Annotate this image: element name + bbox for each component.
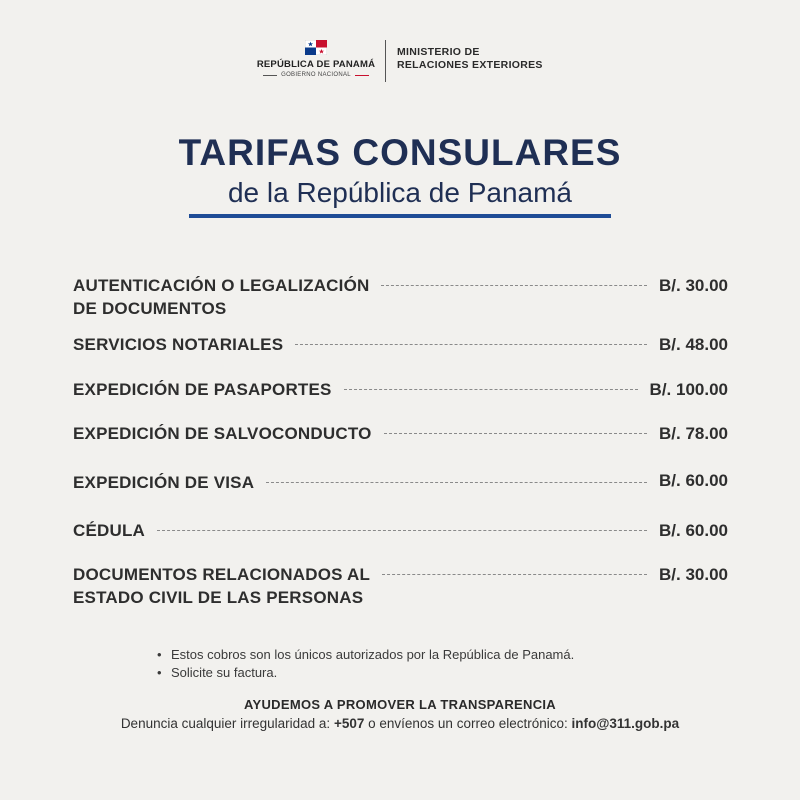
dotted-leader [384,433,647,434]
ministry-name [397,46,543,72]
dotted-leader [295,344,647,345]
fee-row-visa [73,469,728,494]
phone-number: +507 [333,716,365,731]
notes-list [157,646,574,682]
fee-row-id-card [73,519,728,542]
fee-price: B/. 30.00 [659,276,728,295]
callout-title: AYUDEMOS A PROMOVER LA TRANSPARENCIA [244,697,556,712]
government-subtitle-text: GOBIERNO NACIONAL [281,72,351,78]
dotted-leader [344,389,638,390]
panama-flag-icon [305,40,327,55]
transparency-callout [0,696,800,734]
fee-label: SERVICIOS NOTARIALES [73,335,284,354]
fee-row-notarial [73,333,728,356]
government-name: REPÚBLICA DE PANAMÁ [256,59,376,70]
fee-price: B/. 100.00 [649,380,728,399]
title-block [0,132,800,210]
header-divider [385,40,386,82]
contact-email: info@311.gob.pa [571,716,680,731]
fee-label: EXPEDICIÓN DE PASAPORTES [73,380,332,399]
fee-row-authentication [73,274,728,320]
fee-row-civil-status [73,563,728,609]
header [0,38,800,86]
government-subtitle [255,72,377,78]
fee-row-passports [73,378,728,401]
ministry-line-2: RELACIONES EXTERIORES [397,59,543,71]
page-subtitle: de la República de Panamá [227,177,572,208]
fee-row-safe-conduct [73,422,728,445]
fee-price: B/. 60.00 [659,521,728,540]
fee-label: EXPEDICIÓN DE VISA [73,473,255,492]
dotted-leader [157,530,647,531]
fee-label: CÉDULA [73,521,146,540]
fee-label: EXPEDICIÓN DE SALVOCONDUCTO [73,424,372,443]
dotted-leader [382,574,647,575]
government-logo [255,38,377,78]
fee-price: B/. 78.00 [659,424,728,443]
dotted-leader [381,285,647,286]
callout-contact-line: Denuncia cualquier irregularidad a: +507 o envíenos un correo electrónico: info@311.gob.pa [120,716,680,731]
fee-label: DOCUMENTOS RELACIONADOS AL ESTADO CIVIL DE LAS PERSONAS [73,565,371,607]
note-item: • Estos cobros son los únicos autorizados por la República de Panamá. [157,647,575,662]
fee-label: AUTENTICACIÓN O LEGALIZACIÓN DE DOCUMENTOS [73,276,370,318]
title-underline [189,214,611,218]
note-item: • Solicite su factura. [157,665,278,680]
page-title: TARIFAS CONSULARES [178,132,622,173]
fee-price: B/. 48.00 [659,335,728,354]
ministry-line-1: MINISTERIO DE [397,46,480,58]
fee-price: B/. 60.00 [659,471,728,490]
fee-price: B/. 30.00 [659,565,728,584]
dotted-leader [266,482,647,483]
